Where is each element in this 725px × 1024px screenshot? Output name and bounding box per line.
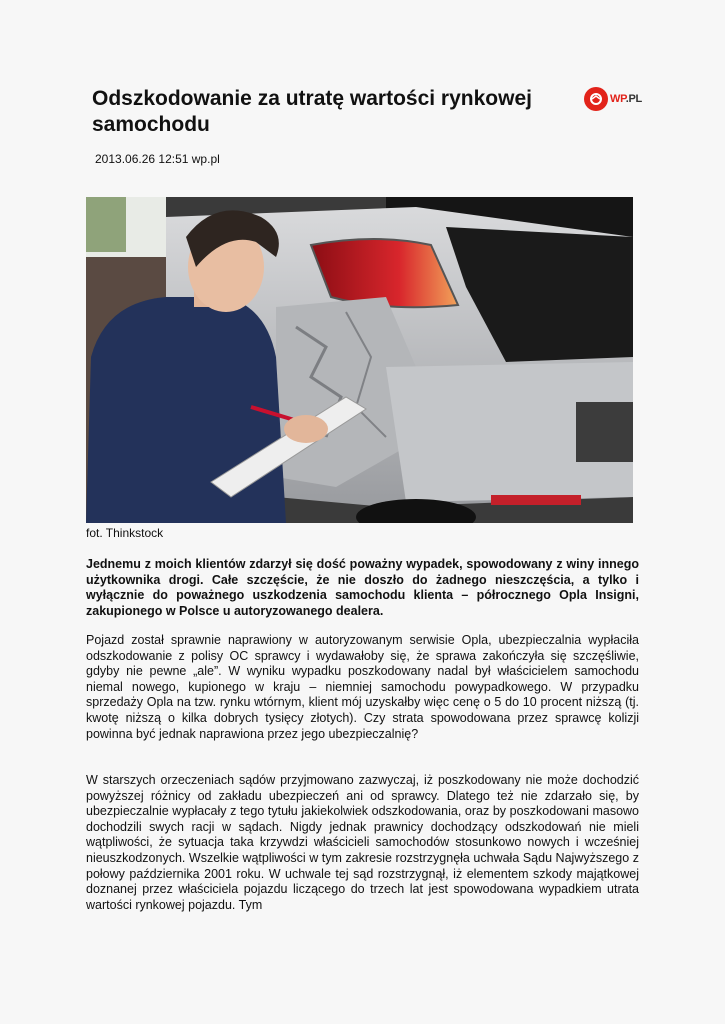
photo-caption: fot. Thinkstock [86,526,164,540]
article-source: wp.pl [191,152,220,166]
article-photo-illustration [86,197,633,523]
wp-logo-text: WP.PL [610,93,642,105]
page-title: Odszkodowanie za utratę wartości rynkowej samochodu [92,87,532,136]
article-photo [86,197,633,523]
article-meta [95,152,220,166]
article-paragraph-2: W starszych orzeczeniach sądów przyjmowano zazwyczaj, iż poszkodowany nie może dochodzić powyższej różnicy od zakładu ubezpieczeń ani od sprawcy. Dlatego też nie zdarzało się, by ubezpieczalnie wypłacały z tego tytułu jakiekolwiek odszkodowania, oraz by poszkodowani masowo dochodzili swych racji w sądach. Nigdy jednak prawnicy dochodzący odszkodowań nie mieli wątpliwości, że sytuacja taka krzywdzi właścicieli samochodów stosunkowo nowych i wcześniej nieuszkodzonych. Wszelkie wątpliwości w tym zakresie rozstrzygnęła uchwała Sądu Najwyższego z połowy października 2001 roku. W uchwale tej sąd rozstrzygnął, iż elementem szkody majątkowej doznanej przez właściciela pojazdu liczącego do trzech lat jest spowodowana wypadkiem utrata wartości rynkowej pojazdu. Tym [86,773,639,912]
wp-logo-icon [584,87,608,111]
article-lead: Jednemu z moich klientów zdarzył się dość poważny wypadek, spowodowany z winy innego użytkownika drogi. Całe szczęście, że nie doszło do żadnego nieszczęścia, a tylko i wyłącznie do poważnego uszkodzenia samochodu klienta – półrocznego Opla Insigni, zakupionego w Polsce u autoryzowanego dealera. [86,557,639,618]
article-paragraph-1: Pojazd został sprawnie naprawiony w autoryzowanym serwisie Opla, ubezpieczalnia wypłaciła odszkodowanie z polisy OC sprawcy i wydawałoby się, że sprawa zakończyła się szczęśliwie, gdyby nie pewne „ale”. W wyniku wypadku poszkodowany nadal był właścicielem samochodu niemal nowego, kupionego w kraju – niemniej samochodu powypadkowego. W przypadku sprzedaży Opla na tzw. rynku wtórnym, klient mój uzyskałby więc cenę o 5 do 10 procent niższą (tj. kwotę niższą o kilka dobrych tysięcy złotych). Czy strata spowodowana przez sprawcę kolizji powinna być jednak naprawiona przez jego ubezpieczalnię? [86,633,639,741]
article-date: 2013.06.26 12:51 [95,152,189,166]
wp-logo[interactable] [584,86,644,112]
